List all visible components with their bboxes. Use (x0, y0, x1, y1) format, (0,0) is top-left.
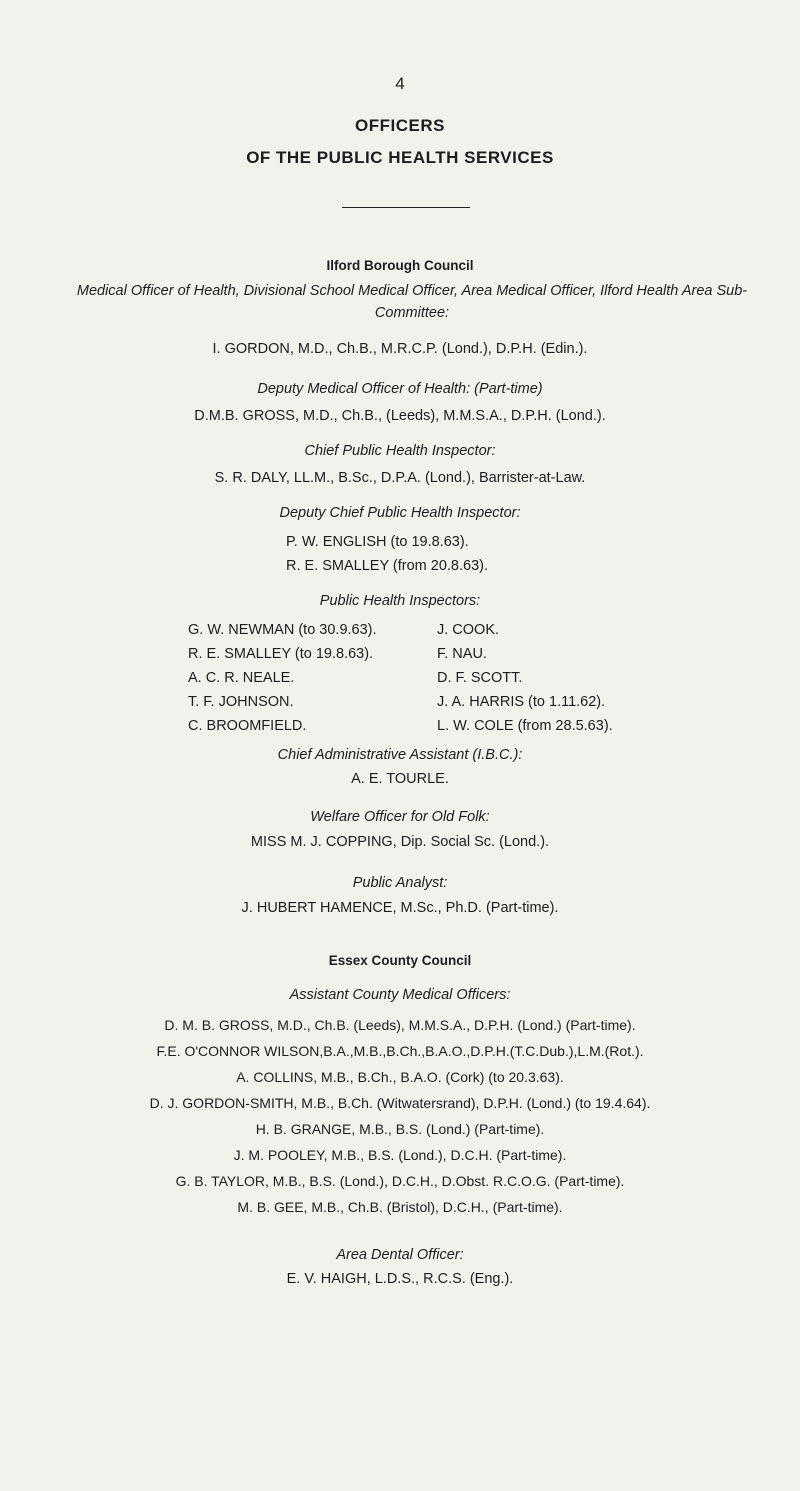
deputy-moh-role: Deputy Medical Officer of Health: (Part-time) (257, 381, 543, 397)
page-title-line2: OF THE PUBLIC HEALTH SERVICES (246, 148, 554, 167)
dental-officer-name: E. V. HAIGH, L.D.S., R.C.S. (Eng.). (286, 1271, 514, 1287)
list-item: L. W. COLE (from 28.5.63). (437, 718, 613, 734)
chief-phi-name: S. R. DALY, LL.M., B.Sc., D.P.A. (Lond.), Barrister-at-Law. (214, 470, 586, 486)
list-item: D. M. B. GROSS, M.D., Ch.B. (Leeds), M.M.S.A., D.P.H. (Lond.) (Part-time). (164, 1017, 636, 1033)
list-item: P. W. ENGLISH (to 19.8.63). (286, 534, 469, 550)
phi-role: Public Health Inspectors: (319, 593, 481, 609)
list-item: J. A. HARRIS (to 1.11.62). (437, 694, 606, 710)
title-divider (342, 207, 470, 208)
deputy-chief-phi-list (286, 530, 488, 578)
list-item: R. E. SMALLEY (to 19.8.63). (188, 646, 374, 662)
list-item: G. W. NEWMAN (to 30.9.63). (188, 622, 377, 638)
page-number: 4 (395, 74, 405, 93)
list-item: A. COLLINS, M.B., B.Ch., B.A.O. (Cork) (to 20.3.63). (236, 1069, 564, 1085)
chief-phi-role: Chief Public Health Inspector: (304, 443, 496, 459)
list-item: H. B. GRANGE, M.B., B.S. (Lond.) (Part-time). (255, 1121, 545, 1137)
list-item: R. E. SMALLEY (from 20.8.63). (286, 558, 489, 574)
list-item: F.E. O'CONNOR WILSON,B.A.,M.B.,B.Ch.,B.A.O.,D.P.H.(T.C.Dub.),L.M.(Rot.). (156, 1043, 644, 1059)
deputy-chief-phi-role: Deputy Chief Public Health Inspector: (279, 505, 521, 521)
list-item: D. F. SCOTT. (437, 670, 523, 686)
deputy-moh-name: D.M.B. GROSS, M.D., Ch.B., (Leeds), M.M.S.A., D.P.H. (Lond.). (194, 408, 606, 424)
list-item: C. BROOMFIELD. (188, 718, 307, 734)
list-item: F. NAU. (437, 646, 487, 662)
list-item: T. F. JOHNSON. (188, 694, 294, 710)
list-item: J. M. POOLEY, M.B., B.S. (Lond.), D.C.H. (Part-time). (233, 1147, 567, 1163)
dental-officer-role: Area Dental Officer: (336, 1247, 464, 1263)
welfare-officer-role: Welfare Officer for Old Folk: (310, 809, 490, 825)
list-item: J. COOK. (437, 622, 500, 638)
essex-council-heading: Essex County Council (328, 953, 472, 968)
moh-role: Medical Officer of Health, Divisional School Medical Officer, Area Medical Officer, Ilford Health Area Sub-Committee: (76, 283, 748, 321)
public-analyst-name: J. HUBERT HAMENCE, M.Sc., Ph.D. (Part-time). (241, 900, 559, 916)
phi-right-column (437, 618, 613, 738)
admin-assistant-name: A. E. TOURLE. (351, 771, 449, 787)
welfare-officer-name: MISS M. J. COPPING, Dip. Social Sc. (Lond.). (250, 834, 550, 850)
phi-left-column (188, 618, 377, 738)
acmo-list (0, 1012, 800, 1220)
admin-assistant-role: Chief Administrative Assistant (I.B.C.): (277, 747, 523, 763)
list-item: A. C. R. NEALE. (188, 670, 295, 686)
list-item: G. B. TAYLOR, M.B., B.S. (Lond.), D.C.H., D.Obst. R.C.O.G. (Part-time). (175, 1173, 625, 1189)
public-analyst-role: Public Analyst: (352, 875, 448, 891)
acmo-role: Assistant County Medical Officers: (289, 987, 511, 1003)
list-item: D. J. GORDON-SMITH, M.B., B.Ch. (Witwatersrand), D.P.H. (Lond.) (to 19.4.64). (149, 1095, 651, 1111)
page-title-line1: OFFICERS (355, 116, 445, 135)
list-item: M. B. GEE, M.B., Ch.B. (Bristol), D.C.H., (Part-time). (237, 1199, 563, 1215)
moh-name: I. GORDON, M.D., Ch.B., M.R.C.P. (Lond.), D.P.H. (Edin.). (212, 341, 588, 357)
ilford-council-heading: Ilford Borough Council (326, 258, 474, 273)
